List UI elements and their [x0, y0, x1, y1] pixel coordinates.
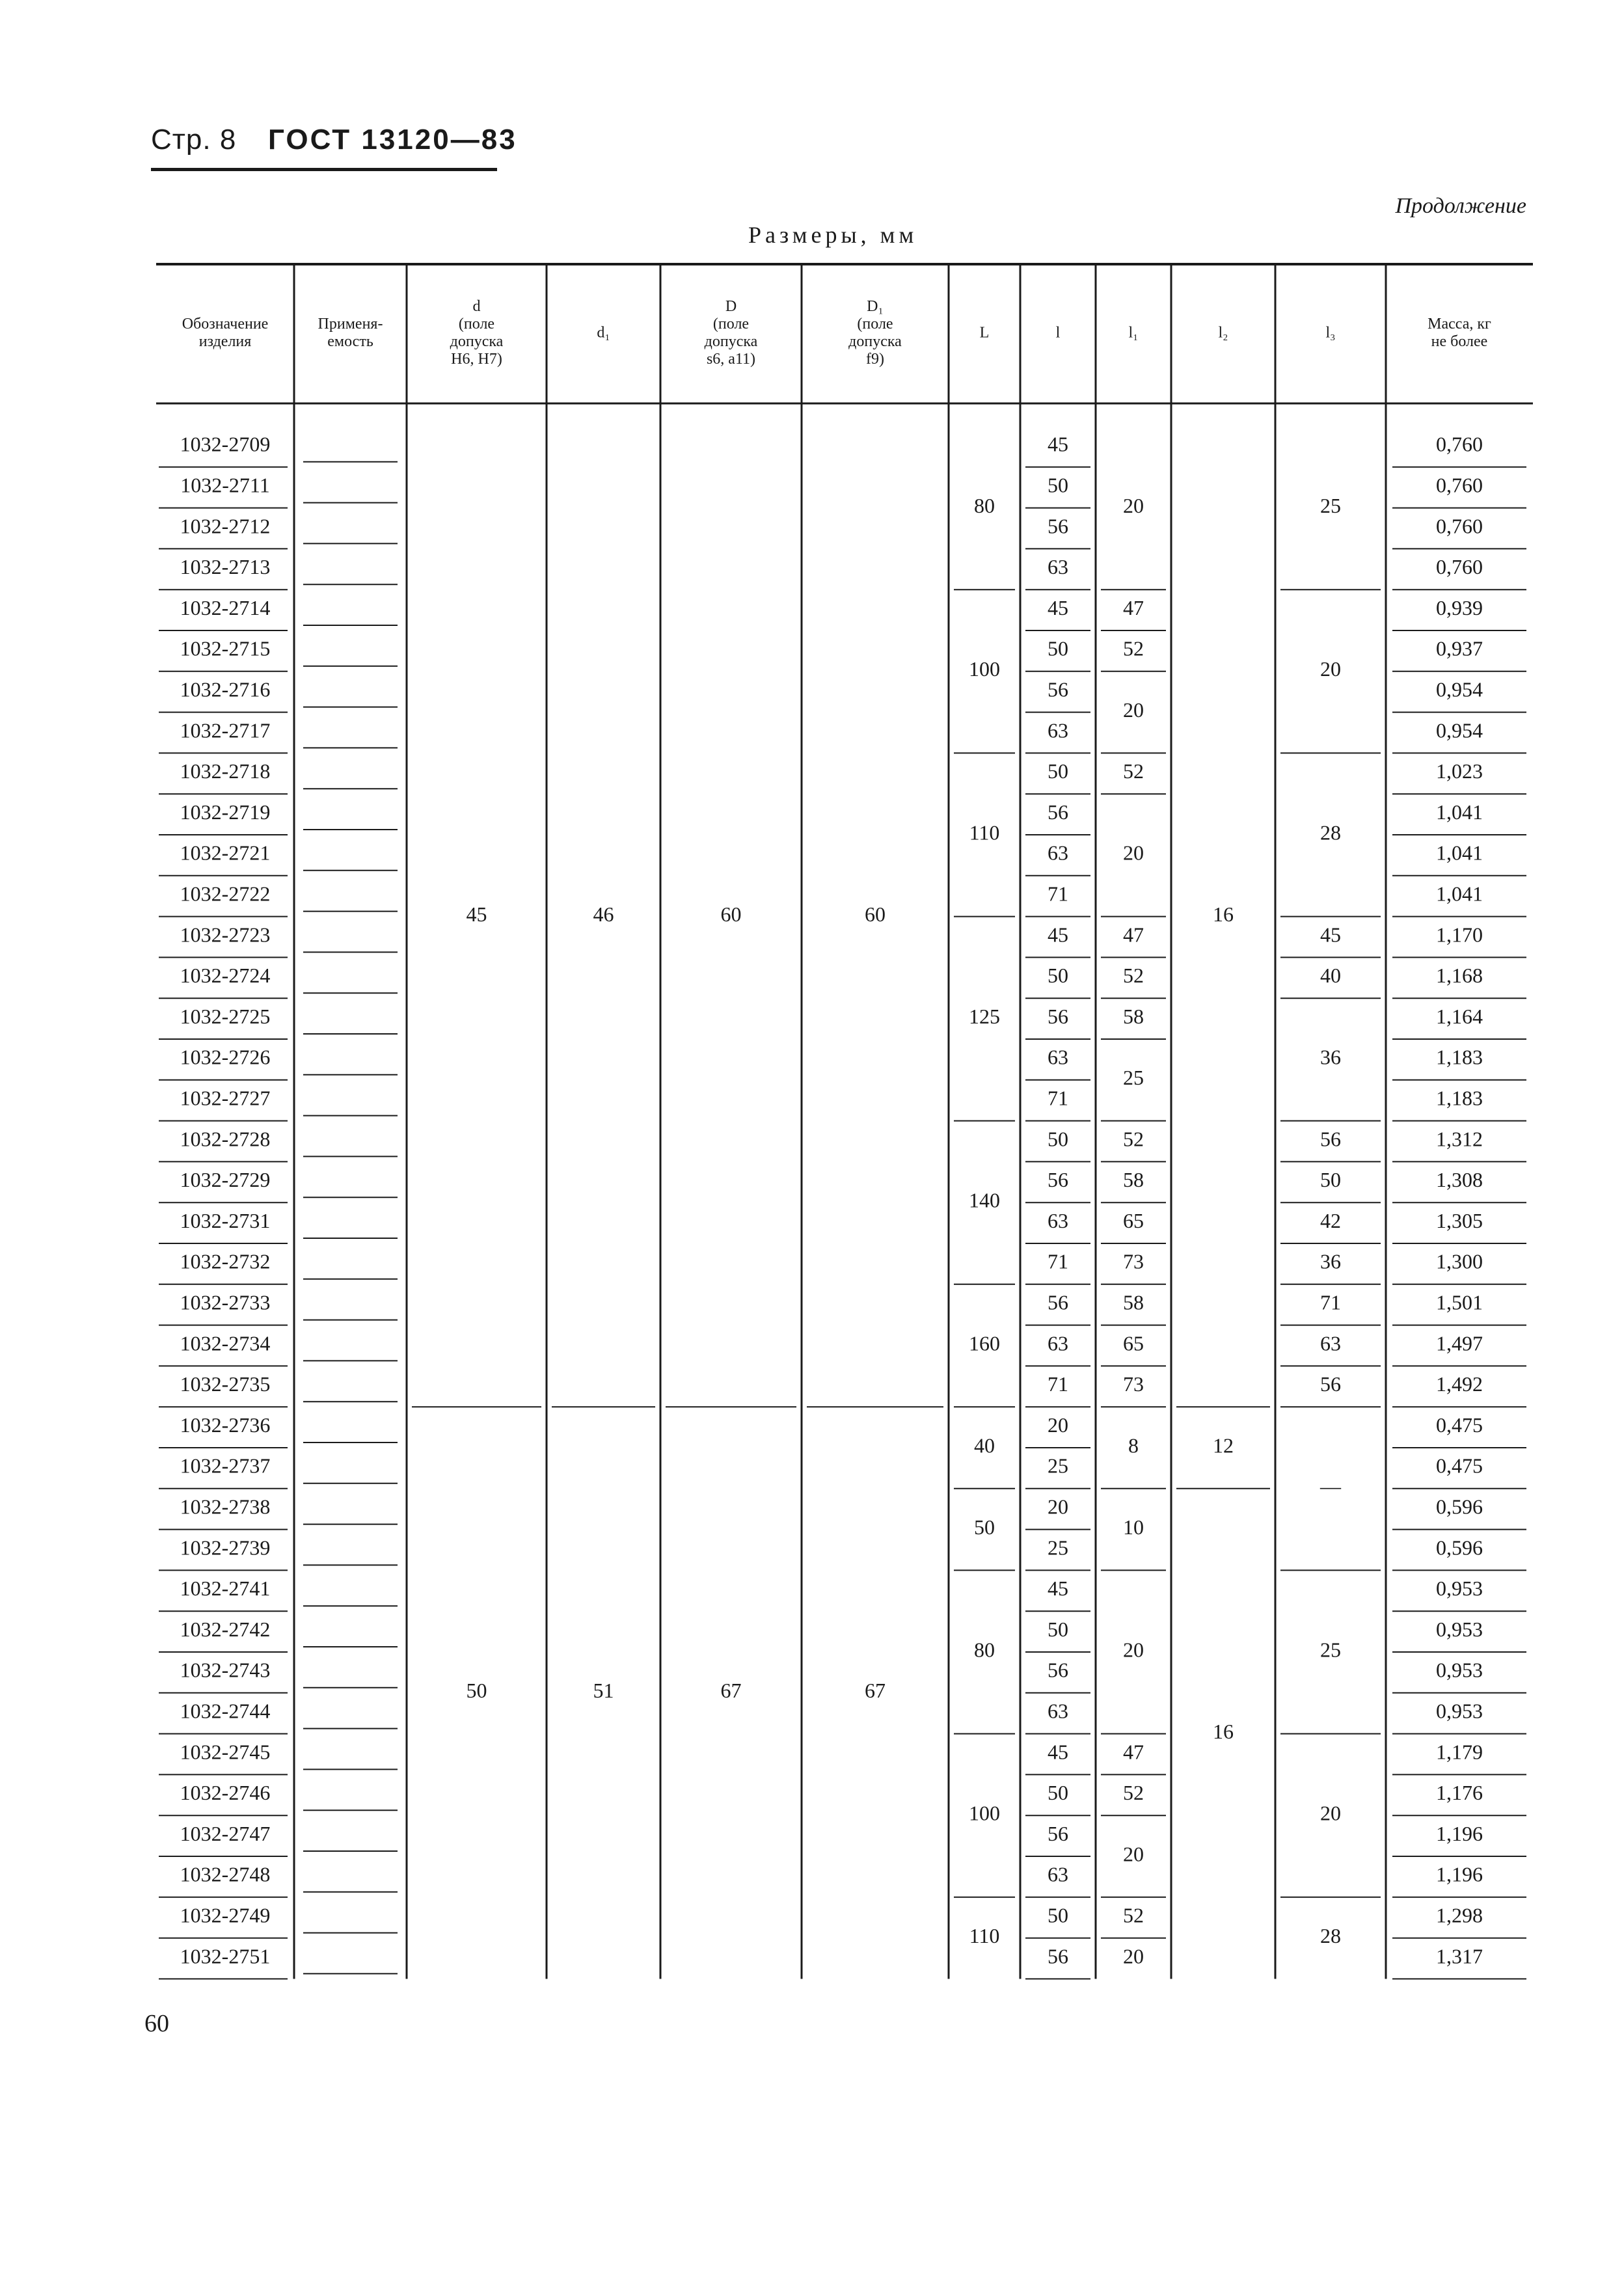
mass-cell: 1,308 — [1436, 1168, 1483, 1192]
mass-cell: 1,300 — [1436, 1249, 1483, 1273]
designation-cell: 1032-2727 — [180, 1086, 271, 1110]
header-d: d — [472, 298, 481, 316]
l1-group-cell: 25 — [1123, 1066, 1144, 1090]
d-group-cell: 67 — [720, 1679, 742, 1703]
l-group-cell: 160 — [969, 1331, 1000, 1355]
l-cell: 56 — [1048, 1290, 1068, 1314]
mass-cell: 0,475 — [1436, 1454, 1483, 1478]
designation-cell: 1032-2739 — [180, 1536, 271, 1560]
l1-group-cell: 52 — [1123, 1903, 1144, 1927]
designation-cell: 1032-2709 — [180, 432, 271, 456]
l-cell: 56 — [1048, 1658, 1068, 1682]
mass-cell: 1,176 — [1436, 1781, 1483, 1805]
l-cell: 50 — [1048, 1127, 1068, 1151]
header-l: l — [1055, 324, 1061, 342]
l-group-cell: 80 — [974, 1638, 995, 1662]
l-cell: 50 — [1048, 759, 1068, 783]
l-cell: 71 — [1048, 882, 1068, 906]
l-cell: 56 — [1048, 800, 1068, 824]
l-cell: 63 — [1048, 1862, 1068, 1886]
l-cell: 71 — [1048, 1372, 1068, 1396]
header-use: емость — [327, 333, 373, 351]
mass-cell: 1,196 — [1436, 1862, 1483, 1886]
mass-cell: 0,760 — [1436, 514, 1483, 538]
l-cell: 25 — [1048, 1454, 1068, 1478]
mass-cell: 1,492 — [1436, 1372, 1483, 1396]
designation-cell: 1032-2733 — [180, 1290, 271, 1314]
l-cell: 56 — [1048, 1821, 1068, 1845]
header-use: Применя- — [318, 316, 383, 333]
header-d: (поле — [458, 316, 495, 333]
mass-cell: 1,164 — [1436, 1004, 1483, 1028]
l-group-cell: 100 — [969, 657, 1000, 681]
designation-cell: 1032-2744 — [180, 1699, 271, 1723]
mass-cell: 0,953 — [1436, 1658, 1483, 1682]
mass-cell: 0,937 — [1436, 636, 1483, 660]
d1-group-cell: 51 — [593, 1679, 614, 1703]
designation-cell: 1032-2749 — [180, 1903, 271, 1927]
l3-group-cell: 25 — [1320, 1638, 1341, 1662]
header-d1: d₁ — [597, 324, 610, 342]
designation-cell: 1032-2738 — [180, 1495, 271, 1519]
mass-cell: 0,953 — [1436, 1617, 1483, 1641]
l-cell: 20 — [1048, 1495, 1068, 1519]
l1-group-cell: 8 — [1128, 1433, 1139, 1457]
l3-group-cell: 42 — [1320, 1208, 1341, 1232]
mass-cell: 1,023 — [1436, 759, 1483, 783]
d-group-cell: 50 — [466, 1679, 487, 1703]
l-cell: 56 — [1048, 1004, 1068, 1028]
l-group-cell: 40 — [974, 1433, 995, 1457]
d1-group-cell: 60 — [865, 902, 886, 926]
designation-cell: 1032-2736 — [180, 1413, 271, 1437]
designation-cell: 1032-2751 — [180, 1944, 271, 1968]
designation-cell: 1032-2734 — [180, 1331, 271, 1355]
header-D1: f9) — [866, 351, 884, 368]
designation-cell: 1032-2716 — [180, 677, 271, 701]
header-D1: D₁ — [867, 298, 884, 316]
l1-group-cell: 20 — [1123, 698, 1144, 722]
l-cell: 50 — [1048, 473, 1068, 497]
l1-group-cell: 10 — [1123, 1515, 1144, 1539]
l3-group-cell: 45 — [1320, 923, 1341, 947]
mass-cell: 0,760 — [1436, 473, 1483, 497]
l-group-cell: 110 — [969, 1923, 1000, 1947]
header-mass: Масса, кг — [1428, 316, 1491, 333]
mass-cell: 0,939 — [1436, 595, 1483, 619]
designation-cell: 1032-2723 — [180, 923, 271, 947]
l2-group-cell: 16 — [1213, 902, 1234, 926]
l1-group-cell: 20 — [1123, 1842, 1144, 1866]
l-cell: 63 — [1048, 1699, 1068, 1723]
designation-cell: 1032-2724 — [180, 964, 271, 988]
l-group-cell: 80 — [974, 493, 995, 517]
l-cell: 56 — [1048, 677, 1068, 701]
l3-group-cell: 40 — [1320, 964, 1341, 988]
mass-cell: 1,041 — [1436, 882, 1483, 906]
mass-cell: 0,596 — [1436, 1495, 1483, 1519]
mass-cell: 1,501 — [1436, 1290, 1483, 1314]
l1-group-cell: 20 — [1123, 1944, 1144, 1968]
l-cell: 50 — [1048, 1903, 1068, 1927]
d1-group-cell: 46 — [593, 902, 614, 926]
l1-group-cell: 20 — [1123, 493, 1144, 517]
designation-cell: 1032-2721 — [180, 841, 271, 865]
header-D: (поле — [712, 316, 750, 333]
l3-group-cell: 28 — [1320, 1923, 1341, 1947]
d1-group-cell: 67 — [865, 1679, 886, 1703]
l-cell: 56 — [1048, 514, 1068, 538]
l-cell: 63 — [1048, 841, 1068, 865]
l-cell: 45 — [1048, 1577, 1068, 1601]
header-D: D — [725, 298, 737, 316]
mass-cell: 0,953 — [1436, 1699, 1483, 1723]
l-group-cell: 50 — [974, 1515, 995, 1539]
designation-cell: 1032-2748 — [180, 1862, 271, 1886]
l-cell: 56 — [1048, 1944, 1068, 1968]
designation-cell: 1032-2712 — [180, 514, 271, 538]
l-cell: 56 — [1048, 1168, 1068, 1192]
l1-group-cell: 47 — [1123, 1740, 1144, 1764]
mass-cell: 1,170 — [1436, 923, 1483, 947]
header-l3: l₃ — [1325, 324, 1336, 342]
l1-group-cell: 52 — [1123, 759, 1144, 783]
mass-cell: 1,317 — [1436, 1944, 1483, 1968]
l2-group-cell: 16 — [1213, 1719, 1234, 1743]
mass-cell: 1,497 — [1436, 1331, 1483, 1355]
continuation-label: Продолжение — [1395, 194, 1526, 218]
l-cell: 63 — [1048, 555, 1068, 579]
mass-cell: 0,954 — [1436, 718, 1483, 742]
header-mass: не более — [1431, 333, 1488, 351]
l3-group-cell: 36 — [1320, 1045, 1341, 1069]
l1-group-cell: 73 — [1123, 1249, 1144, 1273]
l-cell: 25 — [1048, 1536, 1068, 1560]
l-cell: 45 — [1048, 1740, 1068, 1764]
designation-cell: 1032-2741 — [180, 1577, 271, 1601]
page-number: 60 — [144, 2010, 169, 2037]
mass-cell: 1,041 — [1436, 841, 1483, 865]
l3-group-cell: 50 — [1320, 1168, 1341, 1192]
l-cell: 45 — [1048, 432, 1068, 456]
header-D: допуска — [704, 333, 758, 351]
l1-group-cell: 65 — [1123, 1208, 1144, 1232]
mass-cell: 0,760 — [1436, 555, 1483, 579]
mass-cell: 1,183 — [1436, 1086, 1483, 1110]
page-label: Стр. 8 — [151, 124, 237, 156]
designation-cell: 1032-2742 — [180, 1617, 271, 1641]
designation-cell: 1032-2718 — [180, 759, 271, 783]
l3-group-cell: 63 — [1320, 1331, 1341, 1355]
header-d: допуска — [450, 333, 504, 351]
l3-group-cell: 20 — [1320, 1801, 1341, 1825]
l1-group-cell: 52 — [1123, 1781, 1144, 1805]
l1-group-cell: 58 — [1123, 1290, 1144, 1314]
l-cell: 50 — [1048, 1617, 1068, 1641]
designation-cell: 1032-2729 — [180, 1168, 271, 1192]
l1-group-cell: 52 — [1123, 636, 1144, 660]
l3-group-cell: 36 — [1320, 1249, 1341, 1273]
designation-cell: 1032-2743 — [180, 1658, 271, 1682]
mass-cell: 0,953 — [1436, 1577, 1483, 1601]
l-group-cell: 140 — [969, 1188, 1000, 1212]
l3-group-cell: 56 — [1320, 1372, 1341, 1396]
designation-cell: 1032-2732 — [180, 1249, 271, 1273]
designation-cell: 1032-2728 — [180, 1127, 271, 1151]
l-cell: 71 — [1048, 1249, 1068, 1273]
d-group-cell: 45 — [466, 902, 487, 926]
l-cell: 50 — [1048, 964, 1068, 988]
d-group-cell: 60 — [720, 902, 742, 926]
l-group-cell: 100 — [969, 1801, 1000, 1825]
l-cell: 50 — [1048, 1781, 1068, 1805]
l-group-cell: 110 — [969, 820, 1000, 845]
designation-cell: 1032-2726 — [180, 1045, 271, 1069]
mass-cell: 0,475 — [1436, 1413, 1483, 1437]
mass-cell: 1,298 — [1436, 1903, 1483, 1927]
l-group-cell: 125 — [969, 1004, 1000, 1028]
designation-cell: 1032-2715 — [180, 636, 271, 660]
l-cell: 63 — [1048, 718, 1068, 742]
designation-cell: 1032-2747 — [180, 1821, 271, 1845]
designation-cell: 1032-2719 — [180, 800, 271, 824]
header-D1: (поле — [857, 316, 893, 333]
header-L: L — [979, 324, 990, 342]
mass-cell: 0,954 — [1436, 677, 1483, 701]
l3-group-cell: 25 — [1320, 493, 1341, 517]
l1-group-cell: 52 — [1123, 964, 1144, 988]
l-cell: 45 — [1048, 923, 1068, 947]
designation-cell: 1032-2746 — [180, 1781, 271, 1805]
l-cell: 63 — [1048, 1208, 1068, 1232]
header-des: изделия — [198, 333, 252, 351]
table-caption: Размеры, мм — [748, 222, 918, 248]
designation-cell: 1032-2737 — [180, 1454, 271, 1478]
l1-group-cell: 52 — [1123, 1127, 1144, 1151]
designation-cell: 1032-2714 — [180, 595, 271, 619]
l-cell: 20 — [1048, 1413, 1068, 1437]
standard-code: ГОСТ 13120—83 — [268, 124, 517, 156]
l1-group-cell: 47 — [1123, 923, 1144, 947]
l3-group-cell: 28 — [1320, 820, 1341, 845]
mass-cell: 1,305 — [1436, 1208, 1483, 1232]
header-l2: l₂ — [1218, 324, 1228, 342]
l-cell: 45 — [1048, 595, 1068, 619]
l3-group-cell: 56 — [1320, 1127, 1341, 1151]
designation-cell: 1032-2711 — [180, 473, 270, 497]
mass-cell: 1,041 — [1436, 800, 1483, 824]
l1-group-cell: 58 — [1123, 1168, 1144, 1192]
designation-cell: 1032-2735 — [180, 1372, 271, 1396]
designation-cell: 1032-2725 — [180, 1004, 271, 1028]
mass-cell: 1,168 — [1436, 964, 1483, 988]
l2-group-cell: 12 — [1213, 1433, 1234, 1457]
header-des: Обозначение — [182, 316, 269, 333]
l3-group-cell: 71 — [1320, 1290, 1341, 1314]
l1-group-cell: 20 — [1123, 841, 1144, 865]
header-l1: l₁ — [1128, 324, 1139, 342]
l-cell: 71 — [1048, 1086, 1068, 1110]
mass-cell: 1,312 — [1436, 1127, 1483, 1151]
header-D: s6, a11) — [706, 351, 756, 368]
l1-group-cell: 65 — [1123, 1331, 1144, 1355]
designation-cell: 1032-2717 — [180, 718, 271, 742]
l1-group-cell: 73 — [1123, 1372, 1144, 1396]
mass-cell: 0,596 — [1436, 1536, 1483, 1560]
l3-group-cell: — — [1320, 1474, 1341, 1498]
designation-cell: 1032-2745 — [180, 1740, 271, 1764]
designation-cell: 1032-2731 — [180, 1208, 271, 1232]
l1-group-cell: 20 — [1123, 1638, 1144, 1662]
l1-group-cell: 58 — [1123, 1004, 1144, 1028]
l-cell: 50 — [1048, 636, 1068, 660]
l-cell: 63 — [1048, 1045, 1068, 1069]
l1-group-cell: 47 — [1123, 595, 1144, 619]
header-d: H6, H7) — [451, 351, 502, 368]
designation-cell: 1032-2722 — [180, 882, 271, 906]
header-D1: допуска — [848, 333, 902, 351]
mass-cell: 1,179 — [1436, 1740, 1483, 1764]
l-cell: 63 — [1048, 1331, 1068, 1355]
mass-cell: 1,196 — [1436, 1821, 1483, 1845]
designation-cell: 1032-2713 — [180, 555, 271, 579]
l3-group-cell: 20 — [1320, 657, 1341, 681]
mass-cell: 1,183 — [1436, 1045, 1483, 1069]
mass-cell: 0,760 — [1436, 432, 1483, 456]
